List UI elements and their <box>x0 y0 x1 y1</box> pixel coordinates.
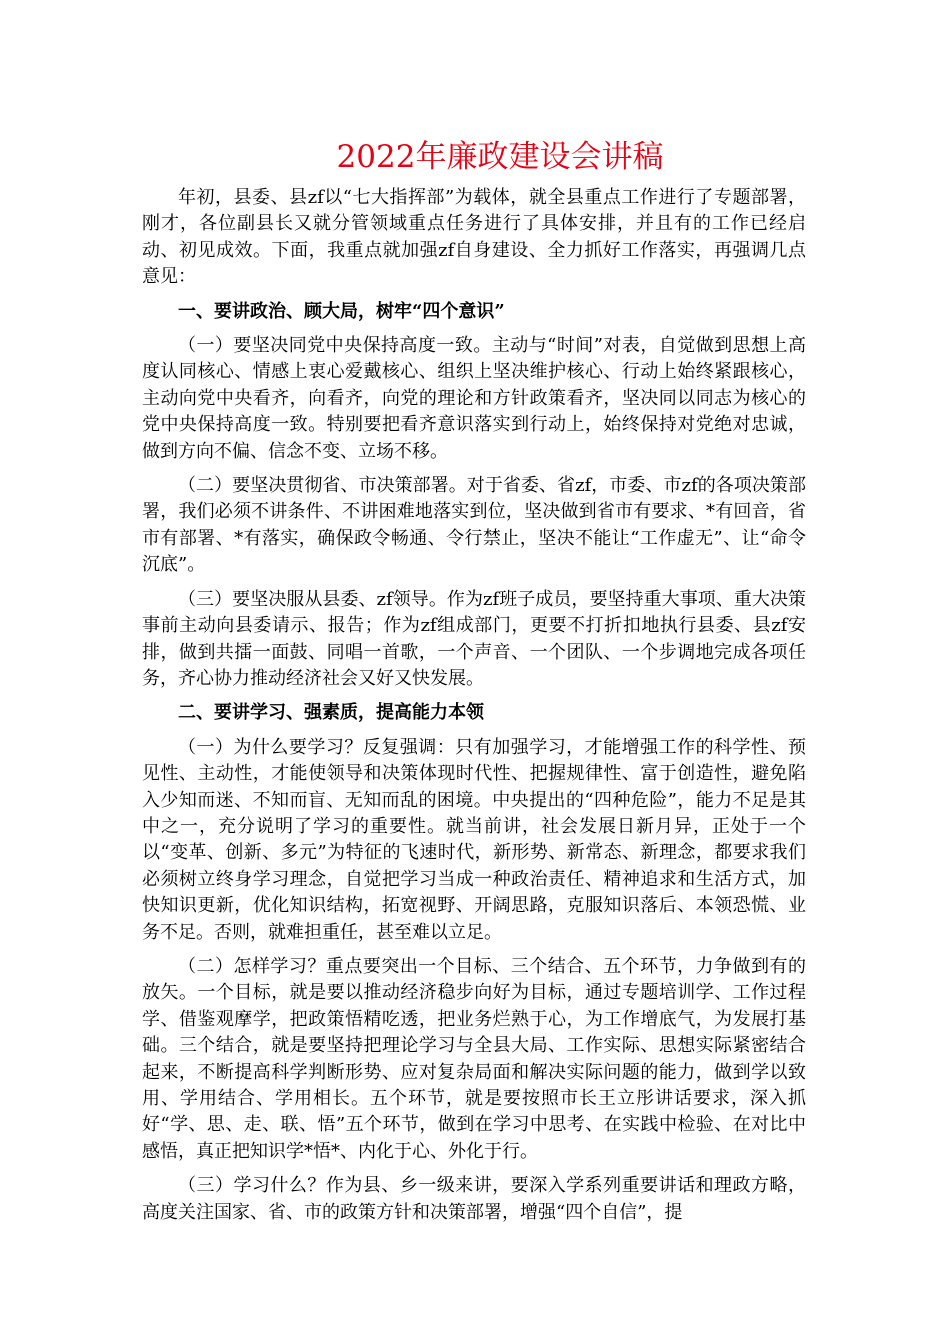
section-heading: 一、要讲政治、顾大局，树牢“四个意识” <box>178 300 505 322</box>
paragraph: （二）要坚决贯彻省、市决策部署。对于省委、省zf，市委、市zf的各项决策部署，我们必须不讲条件、不讲困难地落实到位，坚决做到省市有要求、*有回音，省市有部署、*有落实，确保政令畅通、令行禁止，坚决不能让“工作虚无”、让“命令沉底”。 <box>142 475 806 576</box>
paragraph: （三）学习什么？作为县、乡一级来讲，要深入学系列重要讲话和理政方略，高度关注国家、省、市的政策方针和决策部署，增强“四个自信”，提 <box>142 1175 806 1223</box>
document-title: 2022年廉政建设会讲稿 <box>336 139 664 175</box>
section-heading: 二、要讲学习、强素质，提高能力本领 <box>178 702 484 724</box>
document-body <box>142 185 806 1234</box>
paragraph: （一）要坚决同党中央保持高度一致。主动与“时间”对表，自觉做到思想上高度认同核心、情感上衷心爱戴核心、组织上坚决维护核心、行动上始终紧跟核心，主动向党中央看齐，向看齐，向党的理论和方针政策看齐，坚决同以同志为核心的党中央保持高度一致。特别要把看齐意识落实到行动上，始终保持对党绝对忠诚，做到方向不偏、信念不变、立场不移。 <box>142 335 806 462</box>
paragraph: （二）怎样学习？重点要突出一个目标、三个结合、五个环节，力争做到有的放矢。一个目标，就是要以推动经济稳步向好为目标，通过专题培训学、工作过程学、借鉴观摩学，把政策悟精吃透，把业务烂熟于心，为工作增底气，为发展打基础。三个结合，就是要坚持把理论学习与全县大局、工作实际、思想实际紧密结合起来，不断提高科学判断形势、应对复杂局面和解决实际问题的能力，做到学以致用、学用结合、学用相长。五个环节，就是要按照市长王立彤讲话要求，深入抓好“学、思、走、联、悟”五个环节，做到在学习中思考、在实践中检验、在对比中感悟，真正把知识学*悟*、内化于心、外化于行。 <box>142 955 806 1162</box>
paragraph: 年初，县委、县zf以“七大指挥部”为载体，就全县重点工作进行了专题部署，刚才，各位副县长又就分管领域重点任务进行了具体安排，并且有的工作已经启动、初见成效。下面，我重点就加强zf自身建设、全力抓好工作落实，再强调几点意见： <box>142 187 806 288</box>
paragraph: （一）为什么要学习？反复强调：只有加强学习，才能增强工作的科学性、预见性、主动性，才能使领导和决策体现时代性、把握规律性、富于创造性，避免陷入少知而迷、不知而盲、无知而乱的困境。中央提出的“四种危险”，能力不足是其中之一，充分说明了学习的重要性。就当前讲，社会发展日新月异，正处于一个以“变革、创新、多元”为特征的飞速时代，新形势、新常态、新理念，都要求我们必须树立终身学习理念，自觉把学习当成一种政治责任、精神追求和生活方式，加快知识更新，优化知识结构，拓宽视野、开阔思路，克服知识落后、本领恐慌、业务不足。否则，就难担重任，甚至难以立足。 <box>142 736 806 943</box>
paragraph: （三）要坚决服从县委、zf领导。作为zf班子成员，要坚持重大事项、重大决策事前主动向县委请示、报告；作为zf组成部门，更要不打折扣地执行县委、县zf安排，做到共擂一面鼓、同唱一首歌，一个声音、一个团队、一个步调地完成各项任务，齐心协力推动经济社会又好又快发展。 <box>142 588 806 689</box>
